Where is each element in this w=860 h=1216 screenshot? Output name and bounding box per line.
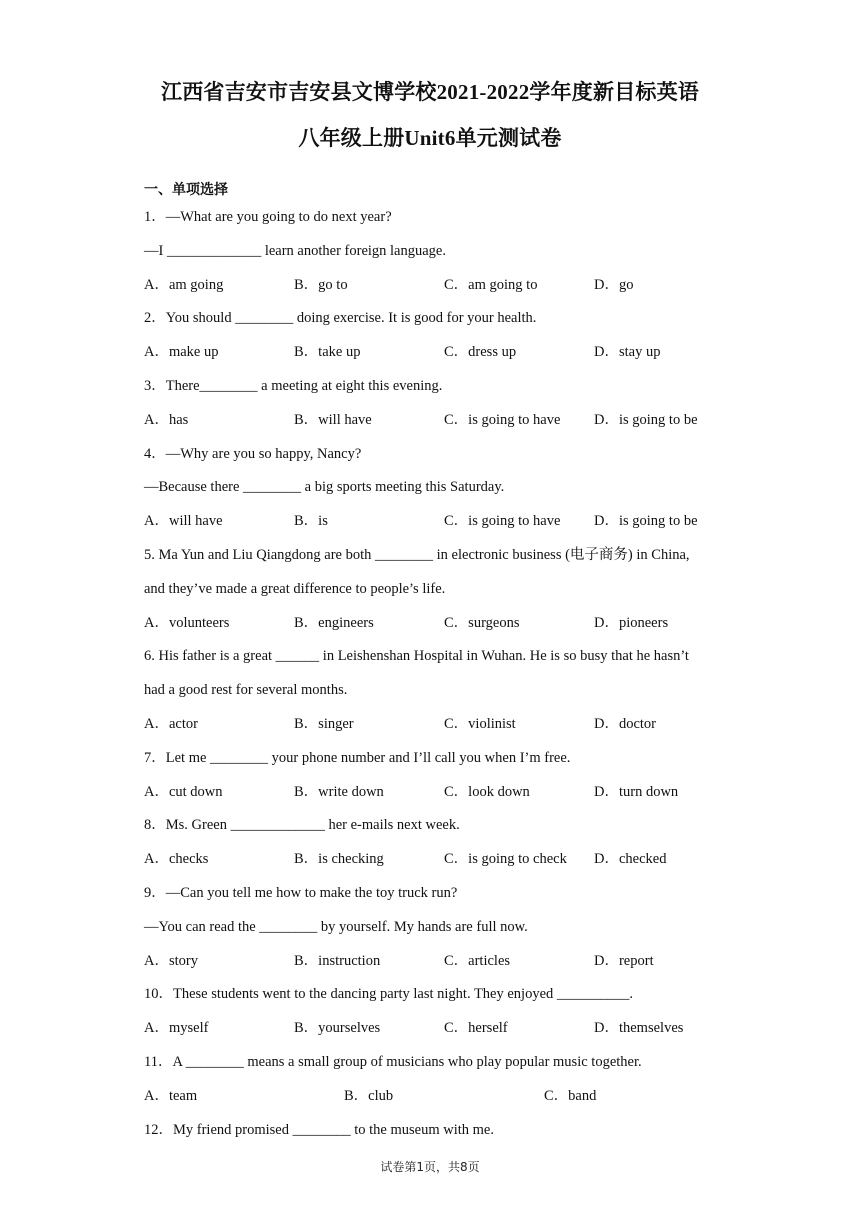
question-list <box>144 204 724 1150</box>
question-stem-line: 7．Let me ________ your phone number and I’ll call you when I’m free. <box>144 749 571 766</box>
option-a: A．has <box>144 411 189 428</box>
option-b: B．engineers <box>294 614 374 631</box>
question-stem-line: 3．There________ a meeting at eight this evening. <box>144 377 443 394</box>
question-item <box>144 643 724 744</box>
question-stem-line: 4．—Why are you so happy, Nancy? <box>144 445 362 462</box>
option-c: C．is going to have <box>444 513 561 530</box>
question-item <box>144 812 724 880</box>
question-stem-line: —You can read the ________ by yourself. My hands are full now. <box>144 918 528 935</box>
option-b: B．is <box>294 513 328 530</box>
question-item <box>144 880 724 981</box>
option-a: A．checks <box>144 851 209 868</box>
option-a: A．am going <box>144 276 224 293</box>
options-row <box>144 508 724 542</box>
question-stem-line: 6. His father is a great ______ in Leishenshan Hospital in Wuhan. He is so busy that he hasn’t <box>144 648 689 665</box>
question-item <box>144 441 724 542</box>
option-b: B．take up <box>294 344 361 361</box>
option-c: C．dress up <box>444 344 517 361</box>
question-stem-line: —Because there ________ a big sports meeting this Saturday. <box>144 479 505 496</box>
page-footer: 试卷第1页，共8页 <box>380 1160 480 1174</box>
question-item <box>144 373 724 441</box>
options-row <box>144 610 724 644</box>
question-stem-line: 8．Ms. Green _____________ her e-mails next week. <box>144 817 460 834</box>
option-a: A．make up <box>144 344 219 361</box>
option-c: C．band <box>544 1087 597 1104</box>
option-c: C．is going to have <box>444 411 561 428</box>
option-b: B．yourselves <box>294 1020 381 1037</box>
question-item <box>144 305 724 373</box>
options-row <box>144 1083 724 1117</box>
option-b: B．is checking <box>294 851 384 868</box>
option-b: B．instruction <box>294 952 381 969</box>
options-row <box>144 272 724 306</box>
question-stem-line: 11．A ________ means a small group of musicians who play popular music together. <box>144 1053 642 1070</box>
question-stem-line: 12．My friend promised ________ to the museum with me. <box>144 1121 494 1138</box>
question-stem-line: 2．You should ________ doing exercise. It is good for your health. <box>144 310 537 327</box>
options-row <box>144 711 724 745</box>
question-item <box>144 542 724 643</box>
option-d: D．doctor <box>594 715 657 732</box>
question-item <box>144 204 724 305</box>
option-c: C．articles <box>444 952 511 969</box>
option-d: D．go <box>594 276 634 293</box>
option-c: C．herself <box>444 1020 508 1037</box>
option-d: D．report <box>594 952 654 969</box>
option-a: A．story <box>144 952 198 969</box>
option-d: D．pioneers <box>594 614 669 631</box>
options-row <box>144 407 724 441</box>
question-stem-line: 1．—What are you going to do next year? <box>144 209 392 225</box>
question-item <box>144 981 724 1049</box>
option-d: D．checked <box>594 851 667 868</box>
option-d: D．stay up <box>594 344 661 361</box>
option-c: C．look down <box>444 783 530 800</box>
option-c: C．surgeons <box>444 614 520 631</box>
question-stem-line: 10．These students went to the dancing party last night. They enjoyed __________. <box>144 986 634 1003</box>
option-d: D．themselves <box>594 1020 684 1037</box>
option-a: A．team <box>144 1087 198 1104</box>
question-stem-line: and they’ve made a great difference to people’s life. <box>144 580 446 597</box>
option-c: C．is going to check <box>444 851 567 868</box>
option-b: B．singer <box>294 715 354 732</box>
question-item <box>144 1117 724 1151</box>
option-d: D．is going to be <box>594 411 698 428</box>
option-b: B．go to <box>294 276 348 293</box>
option-c: C．violinist <box>444 715 516 732</box>
option-a: A．cut down <box>144 783 223 800</box>
question-item <box>144 1049 724 1117</box>
question-stem-line: 9．—Can you tell me how to make the toy truck run? <box>144 884 458 901</box>
question-stem-line: 5. Ma Yun and Liu Qiangdong are both ________ in electronic business (电子商务) in China, <box>144 546 690 563</box>
section-heading: 一、单项选择 <box>144 182 228 198</box>
options-row <box>144 339 724 373</box>
options-row <box>144 779 724 813</box>
option-b: B．write down <box>294 783 384 800</box>
option-a: A．actor <box>144 715 198 732</box>
question-stem-line: —I _____________ learn another foreign language. <box>144 242 446 259</box>
options-row <box>144 846 724 880</box>
options-row <box>144 1015 724 1049</box>
option-b: B．club <box>344 1087 394 1104</box>
option-d: D．is going to be <box>594 513 698 530</box>
option-d: D．turn down <box>594 783 679 800</box>
exam-title-line-1: 江西省吉安市吉安县文博学校2021-2022学年度新目标英语 <box>161 80 699 104</box>
option-a: A．volunteers <box>144 614 230 631</box>
question-item <box>144 745 724 813</box>
option-a: A．myself <box>144 1020 209 1037</box>
option-b: B．will have <box>294 411 372 428</box>
options-row <box>144 948 724 982</box>
question-stem-line: had a good rest for several months. <box>144 682 348 699</box>
option-a: A．will have <box>144 513 223 530</box>
exam-title-line-2: 八年级上册Unit6单元测试卷 <box>298 126 562 150</box>
option-c: C．am going to <box>444 276 538 293</box>
